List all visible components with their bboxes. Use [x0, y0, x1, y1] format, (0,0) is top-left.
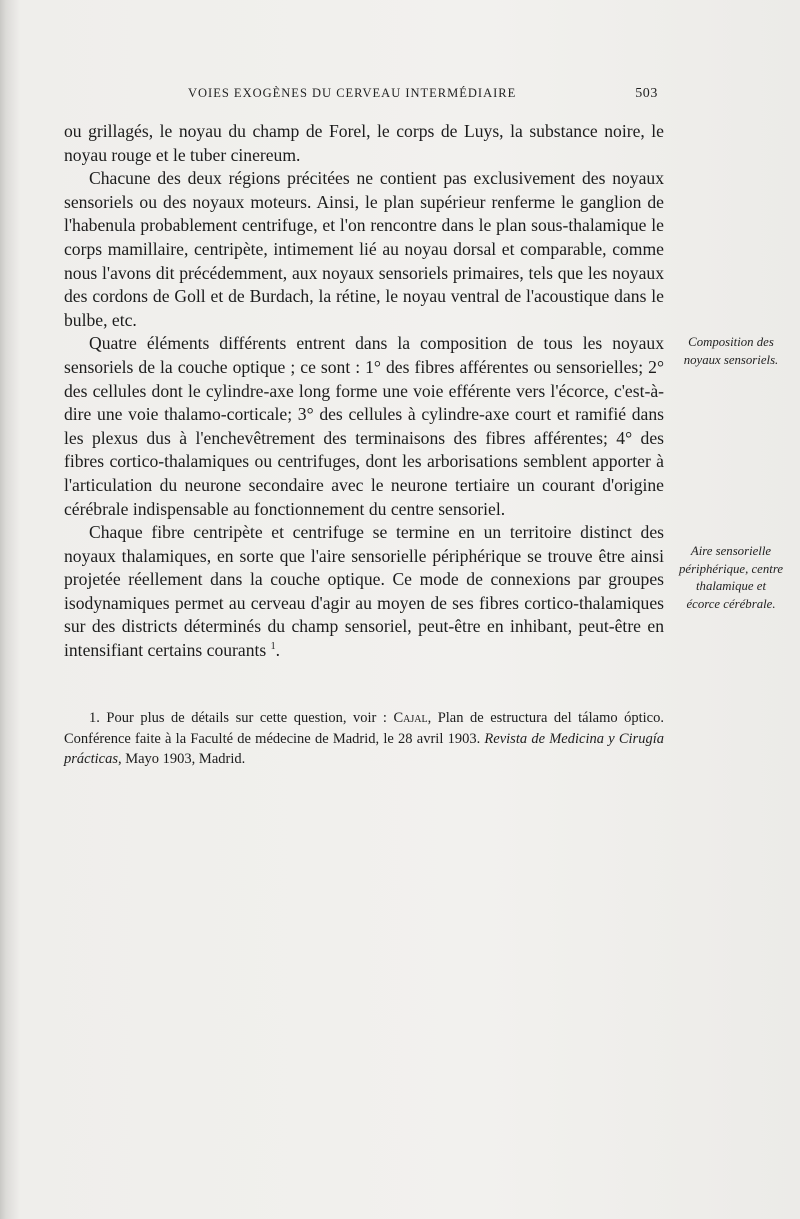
footnote-1 — [64, 708, 664, 770]
footnote-text-after: , Mayo 1903, Madrid. — [117, 751, 246, 767]
paragraph-2: Chacune des deux régions précitées ne contient pas exclusivement des noyaux sensoriels ou des noyaux moteurs. Ainsi, le plan supérieur renferme le ganglion de l'habenula probablement centrifuge, et l'on rencontre dans le plan sous-thalamique le corps mamillaire, centripète, intimement lié au noyau dorsal et comparable, comme nous l'avons dit précédemment, aux noyaux sensoriels primaires, tels que les noyaux des cordons de Goll et de Burdach, la rétine, le noyau ventral de l'acoustique dans le bulbe, etc. — [64, 168, 664, 330]
main-text — [64, 120, 664, 663]
footnote-number: 1. — [89, 710, 100, 726]
footnote-text-middle: , Plan de estructura del tálamo óptico. Conférence faite à la Faculté de médecine de Madrid, le 28 avril 1903. — [64, 710, 664, 747]
footnote-reference[interactable]: 1 — [270, 641, 276, 653]
paragraph-3: Quatre éléments différents entrent dans la composition de tous les noyaux sensoriels de la couche optique ; ce sont : 1° des fibres afférentes ou sensorielles; 2° des cellules dont le cylindre-axe long forme une voie efférente vers l'écorce, c'est-à-dire une voie thalamo-corticale; 3° des cellules à cylindre-axe court et ramifié dans les plexus dus à l'enchevêtrement des terminaisons des fibres afférentes; 4° des fibres cortico-thalamiques ou centrifuges, dont les arborisations semblent apporter à l'articulation du neurone secondaire avec le neurone tertiaire un courant d'origine cérébrale indispensable au fonctionnement du centre sensoriel. — [64, 333, 664, 519]
paragraph-4 — [64, 521, 664, 663]
footnote-journal: Revista de Medicina y Cirugía prácticas — [64, 730, 664, 767]
footnote-text-before: Pour plus de détails sur cette question, voir : — [99, 710, 394, 726]
paragraph-1: ou grillagés, le noyau du champ de Forel, le corps de Luys, la substance noire, le noyau rouge et le tuber cinereum. — [64, 121, 664, 165]
footnote — [64, 708, 664, 770]
margin-note-composition: Composition des noyaux sensoriels. — [683, 335, 779, 367]
paragraph-4-text: Chaque fibre centripète et centrifuge se termine en un territoire distinct des noyaux thalamiques, en sorte que l'aire sensorielle périphérique se trouve être ainsi projetée réellement dans la couche optique. Ce mode de connexions par groupes isodynamiques permet au cerveau d'agir au moyen de ses fibres cortico-thalamiques sur des districts déterminés du champ sensoriel, peut-être en inhibant, peut-être en intensifiant certains courants — [64, 522, 664, 661]
margin-note-aire-sensorielle: Aire sensorielle périphérique, centre thalamique et écorce cérébrale. — [679, 544, 783, 611]
page-number: 503 — [635, 86, 658, 101]
running-head-title: VOIES EXOGÈNES DU CERVEAU INTERMÉDIAIRE — [188, 86, 517, 100]
footnote-author: Cajal — [393, 710, 428, 726]
paragraph-4-period: . — [275, 640, 281, 661]
